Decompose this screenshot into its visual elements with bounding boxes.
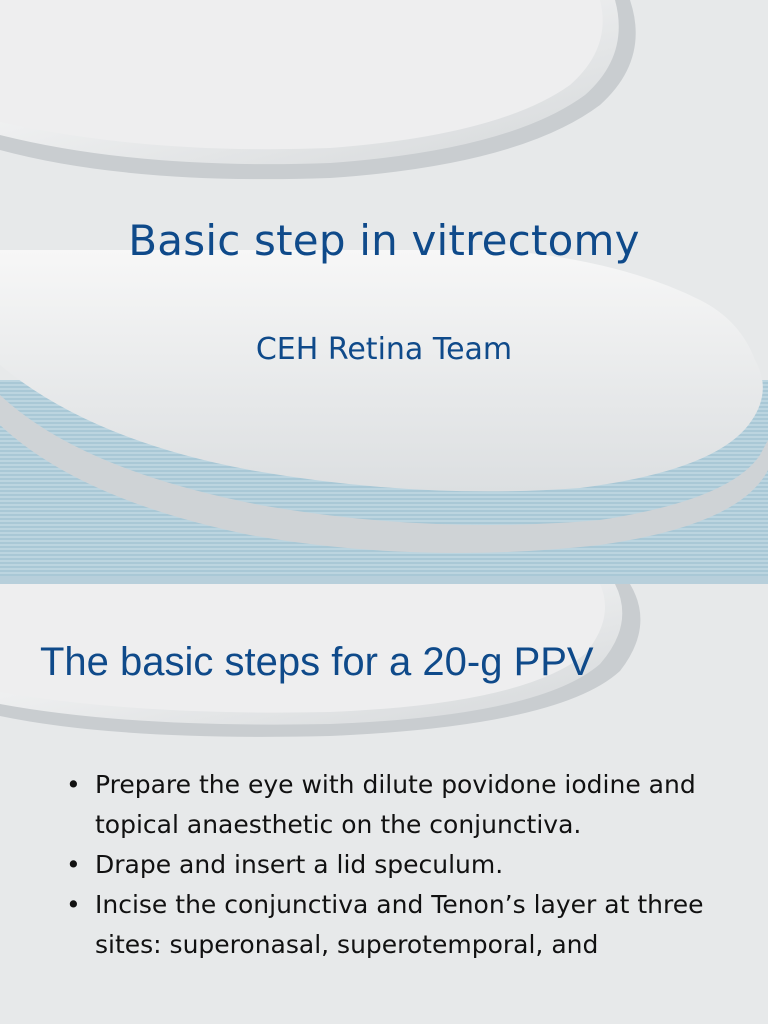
bullet-text: Drape and insert a lid speculum. [95, 850, 504, 879]
slide-2-title: The basic steps for a 20-g PPV [40, 640, 594, 684]
bullet-dot-icon: • [66, 850, 81, 879]
bullet-text: Prepare the eye with dilute povidone iodine and [95, 770, 696, 799]
slide-1-title: Basic step in vitrectomy [128, 216, 640, 265]
bullet-item [0, 848, 768, 882]
bullet-text: Incise the conjunctiva and Tenon’s layer at three [95, 890, 704, 919]
slide-2-bullet-list [0, 768, 768, 968]
bullet-dot-icon: • [66, 890, 81, 919]
bullet-item [0, 888, 768, 922]
bullet-continuation: sites: superonasal, superotemporal, and [95, 930, 599, 959]
bullet-item [0, 768, 768, 802]
slide-1-subtitle: CEH Retina Team [255, 332, 513, 367]
bullet-continuation: topical anaesthetic on the conjunctiva. [95, 810, 582, 839]
bullet-dot-icon: • [66, 770, 81, 799]
